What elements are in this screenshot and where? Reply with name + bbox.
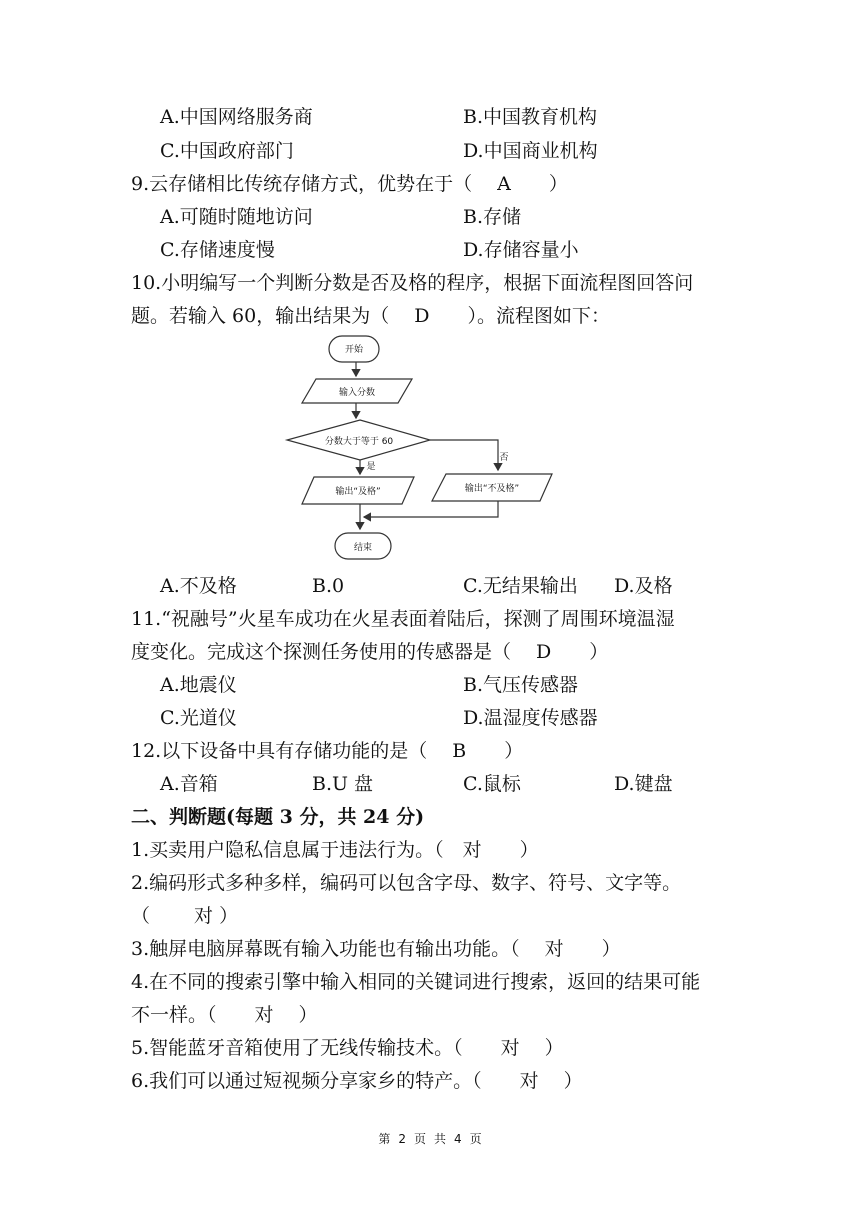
- q10-stem-line1: 10.小明编写一个判断分数是否及格的程序，根据下面流程图回答问: [131, 272, 694, 294]
- judge-item-4-line1: 4.在不同的搜索引擎中输入相同的关键词进行搜索，返回的结果可能: [131, 971, 701, 993]
- q8-option-b: B.中国教育机构: [463, 106, 598, 128]
- q11-option-b: B.气压传感器: [463, 674, 579, 696]
- flow-end-label: 结束: [353, 543, 373, 553]
- flow-start-label: 开始: [344, 345, 364, 355]
- judge-item-1: 1.买卖用户隐私信息属于违法行为。（ 对 ）: [131, 839, 539, 861]
- q9-option-d: D.存储容量小: [463, 239, 579, 261]
- q11-option-d: D.温湿度传感器: [463, 707, 598, 729]
- flowchart: [280, 330, 570, 566]
- footer-mid: 页: [413, 1132, 426, 1146]
- q11-stem-line2: 度变化。完成这个探测任务使用的传感器是（ D ）: [131, 641, 609, 663]
- flow-decision-label: 分数大于等于 60: [324, 437, 394, 447]
- judge-item-3: 3.触屏电脑屏幕既有输入功能也有输出功能。（ 对 ）: [131, 938, 621, 960]
- q11-option-c: C.光道仪: [160, 707, 237, 729]
- judge-item-4-line2: 不一样。（ 对 ）: [131, 1004, 318, 1026]
- q11-stem-line1: 11.“祝融号”火星车成功在火星表面着陆后，探测了周围环境温湿: [131, 608, 675, 630]
- q10-option-c: C.无结果输出: [463, 575, 578, 597]
- flow-input-label: 输入分数: [338, 388, 376, 398]
- judge-item-2-line2: （ 对 ）: [131, 905, 239, 927]
- flow-no-label: 否: [499, 453, 509, 463]
- footer-pre: 第: [378, 1132, 391, 1146]
- page-footer: [0, 1130, 860, 1147]
- q8-option-d: D.中国商业机构: [463, 140, 598, 162]
- footer-mid2: 共: [434, 1132, 447, 1146]
- judge-item-5: 5.智能蓝牙音箱使用了无线传输技术。（ 对 ）: [131, 1037, 564, 1059]
- footer-total-pages: 4: [454, 1132, 462, 1146]
- q10-option-b: B.0: [312, 575, 345, 597]
- q9-option-b: B.存储: [463, 206, 522, 228]
- q8-option-c: C.中国政府部门: [160, 140, 294, 162]
- q11-option-a: A.地震仪: [160, 674, 237, 696]
- q12-option-b: B.U 盘: [312, 773, 374, 795]
- section-2-title: 二、判断题(每题 3 分，共 24 分): [131, 806, 425, 828]
- q12-option-c: C.鼠标: [463, 773, 521, 795]
- q10-stem-line2: 题。若输入 60，输出结果为（ D ）。流程图如下：: [131, 305, 610, 327]
- q10-option-d: D.及格: [614, 575, 673, 597]
- footer-post: 页: [469, 1132, 482, 1146]
- flow-yes-label: 是: [366, 462, 376, 472]
- q12-option-d: D.键盘: [614, 773, 673, 795]
- q9-stem: 9.云存储相比传统存储方式，优势在于（ A ）: [131, 173, 568, 195]
- q9-option-c: C.存储速度慢: [160, 239, 275, 261]
- flow-fail-label: 输出“不及格”: [464, 484, 520, 494]
- q8-option-a: A.中国网络服务商: [160, 106, 313, 128]
- footer-page-number: 2: [398, 1132, 406, 1146]
- judge-item-6: 6.我们可以通过短视频分享家乡的特产。（ 对 ）: [131, 1070, 583, 1092]
- flow-pass-label: 输出“及格”: [335, 487, 381, 497]
- q10-option-a: A.不及格: [160, 575, 237, 597]
- judge-item-2-line1: 2.编码形式多种多样，编码可以包含字母、数字、符号、文字等。: [131, 872, 682, 894]
- q12-option-a: A.音箱: [160, 773, 218, 795]
- q12-stem: 12.以下设备中具有存储功能的是（ B ）: [131, 740, 524, 762]
- q9-option-a: A.可随时随地访问: [160, 206, 313, 228]
